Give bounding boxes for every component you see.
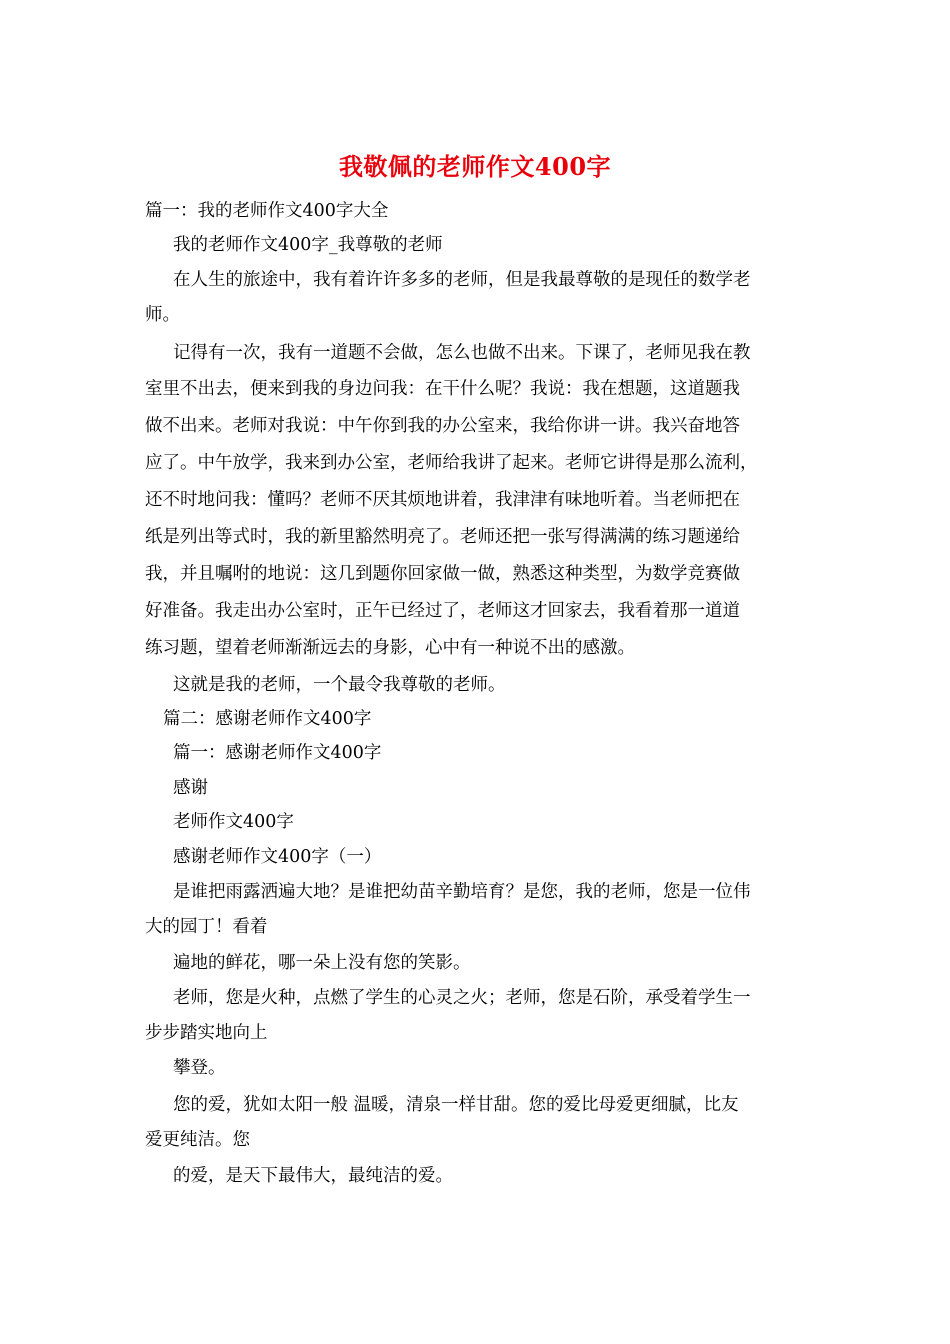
text-line: 步步踏实地向上 — [145, 1023, 268, 1043]
text-line: 室里不出去，便来到我的身边问我：在干什么呢？我说：我在想题，这道题我 — [145, 379, 740, 399]
text-line: 您的爱，犹如太阳一般 温暖，清泉一样甘甜。您的爱比母爱更细腻，比友 — [173, 1095, 739, 1115]
text-line: 篇二：感谢老师作文400字 — [163, 709, 372, 729]
text-line: 遍地的鲜花，哪一朵上没有您的笑影。 — [173, 953, 471, 973]
text-line: 记得有一次，我有一道题不会做，怎么也做不出来。下课了，老师见我在教 — [173, 343, 751, 363]
text-line: 好准备。我走出办公室时，正午已经过了，老师这才回家去，我看着那一道道 — [145, 601, 740, 621]
text-line: 大的园丁！看着 — [145, 917, 268, 937]
text-line: 这就是我的老师，一个最令我尊敬的老师。 — [173, 675, 506, 695]
text-line: 我，并且嘱咐的地说：这几到题你回家做一做，熟悉这种类型，为数学竞赛做 — [145, 564, 740, 584]
text-line: 攀登。 — [173, 1058, 226, 1078]
text-line: 我的老师作文400字_我尊敬的老师 — [173, 235, 443, 255]
text-line: 练习题，望着老师渐渐远去的身影，心中有一种说不出的感激。 — [145, 638, 635, 658]
text-line: 做不出来。老师对我说：中午你到我的办公室来，我给你讲一讲。我兴奋地答 — [145, 416, 740, 436]
text-line: 感谢 — [173, 778, 208, 798]
text-line: 是谁把雨露洒遍大地？是谁把幼苗辛勤培育？是您，我的老师，您是一位伟 — [173, 882, 751, 902]
text-line: 在人生的旅途中，我有着许许多多的老师，但是我最尊敬的是现任的数学老 — [173, 270, 751, 290]
text-line: 纸是列出等式时，我的新里豁然明亮了。老师还把一张写得满满的练习题递给 — [145, 527, 740, 547]
text-line: 的爱，是天下最伟大，最纯洁的爱。 — [173, 1166, 453, 1186]
text-line: 感谢老师作文400字（一） — [173, 847, 382, 867]
text-line: 篇一：我的老师作文400字大全 — [145, 201, 389, 221]
text-line: 师。 — [145, 305, 180, 325]
text-line: 篇一：感谢老师作文400字 — [173, 743, 382, 763]
text-line: 还不时地问我：懂吗？老师不厌其烦地讲着，我津津有味地听着。当老师把在 — [145, 490, 740, 510]
text-line: 老师，您是火种，点燃了学生的心灵之火；老师，您是石阶，承受着学生一 — [173, 988, 751, 1008]
document-title: 我敬佩的老师作文400字 — [338, 152, 612, 181]
text-line: 应了。中午放学，我来到办公室，老师给我讲了起来。老师它讲得是那么流利， — [145, 453, 758, 473]
text-line: 老师作文400字 — [173, 812, 294, 832]
text-line: 爱更纯洁。您 — [145, 1130, 250, 1150]
